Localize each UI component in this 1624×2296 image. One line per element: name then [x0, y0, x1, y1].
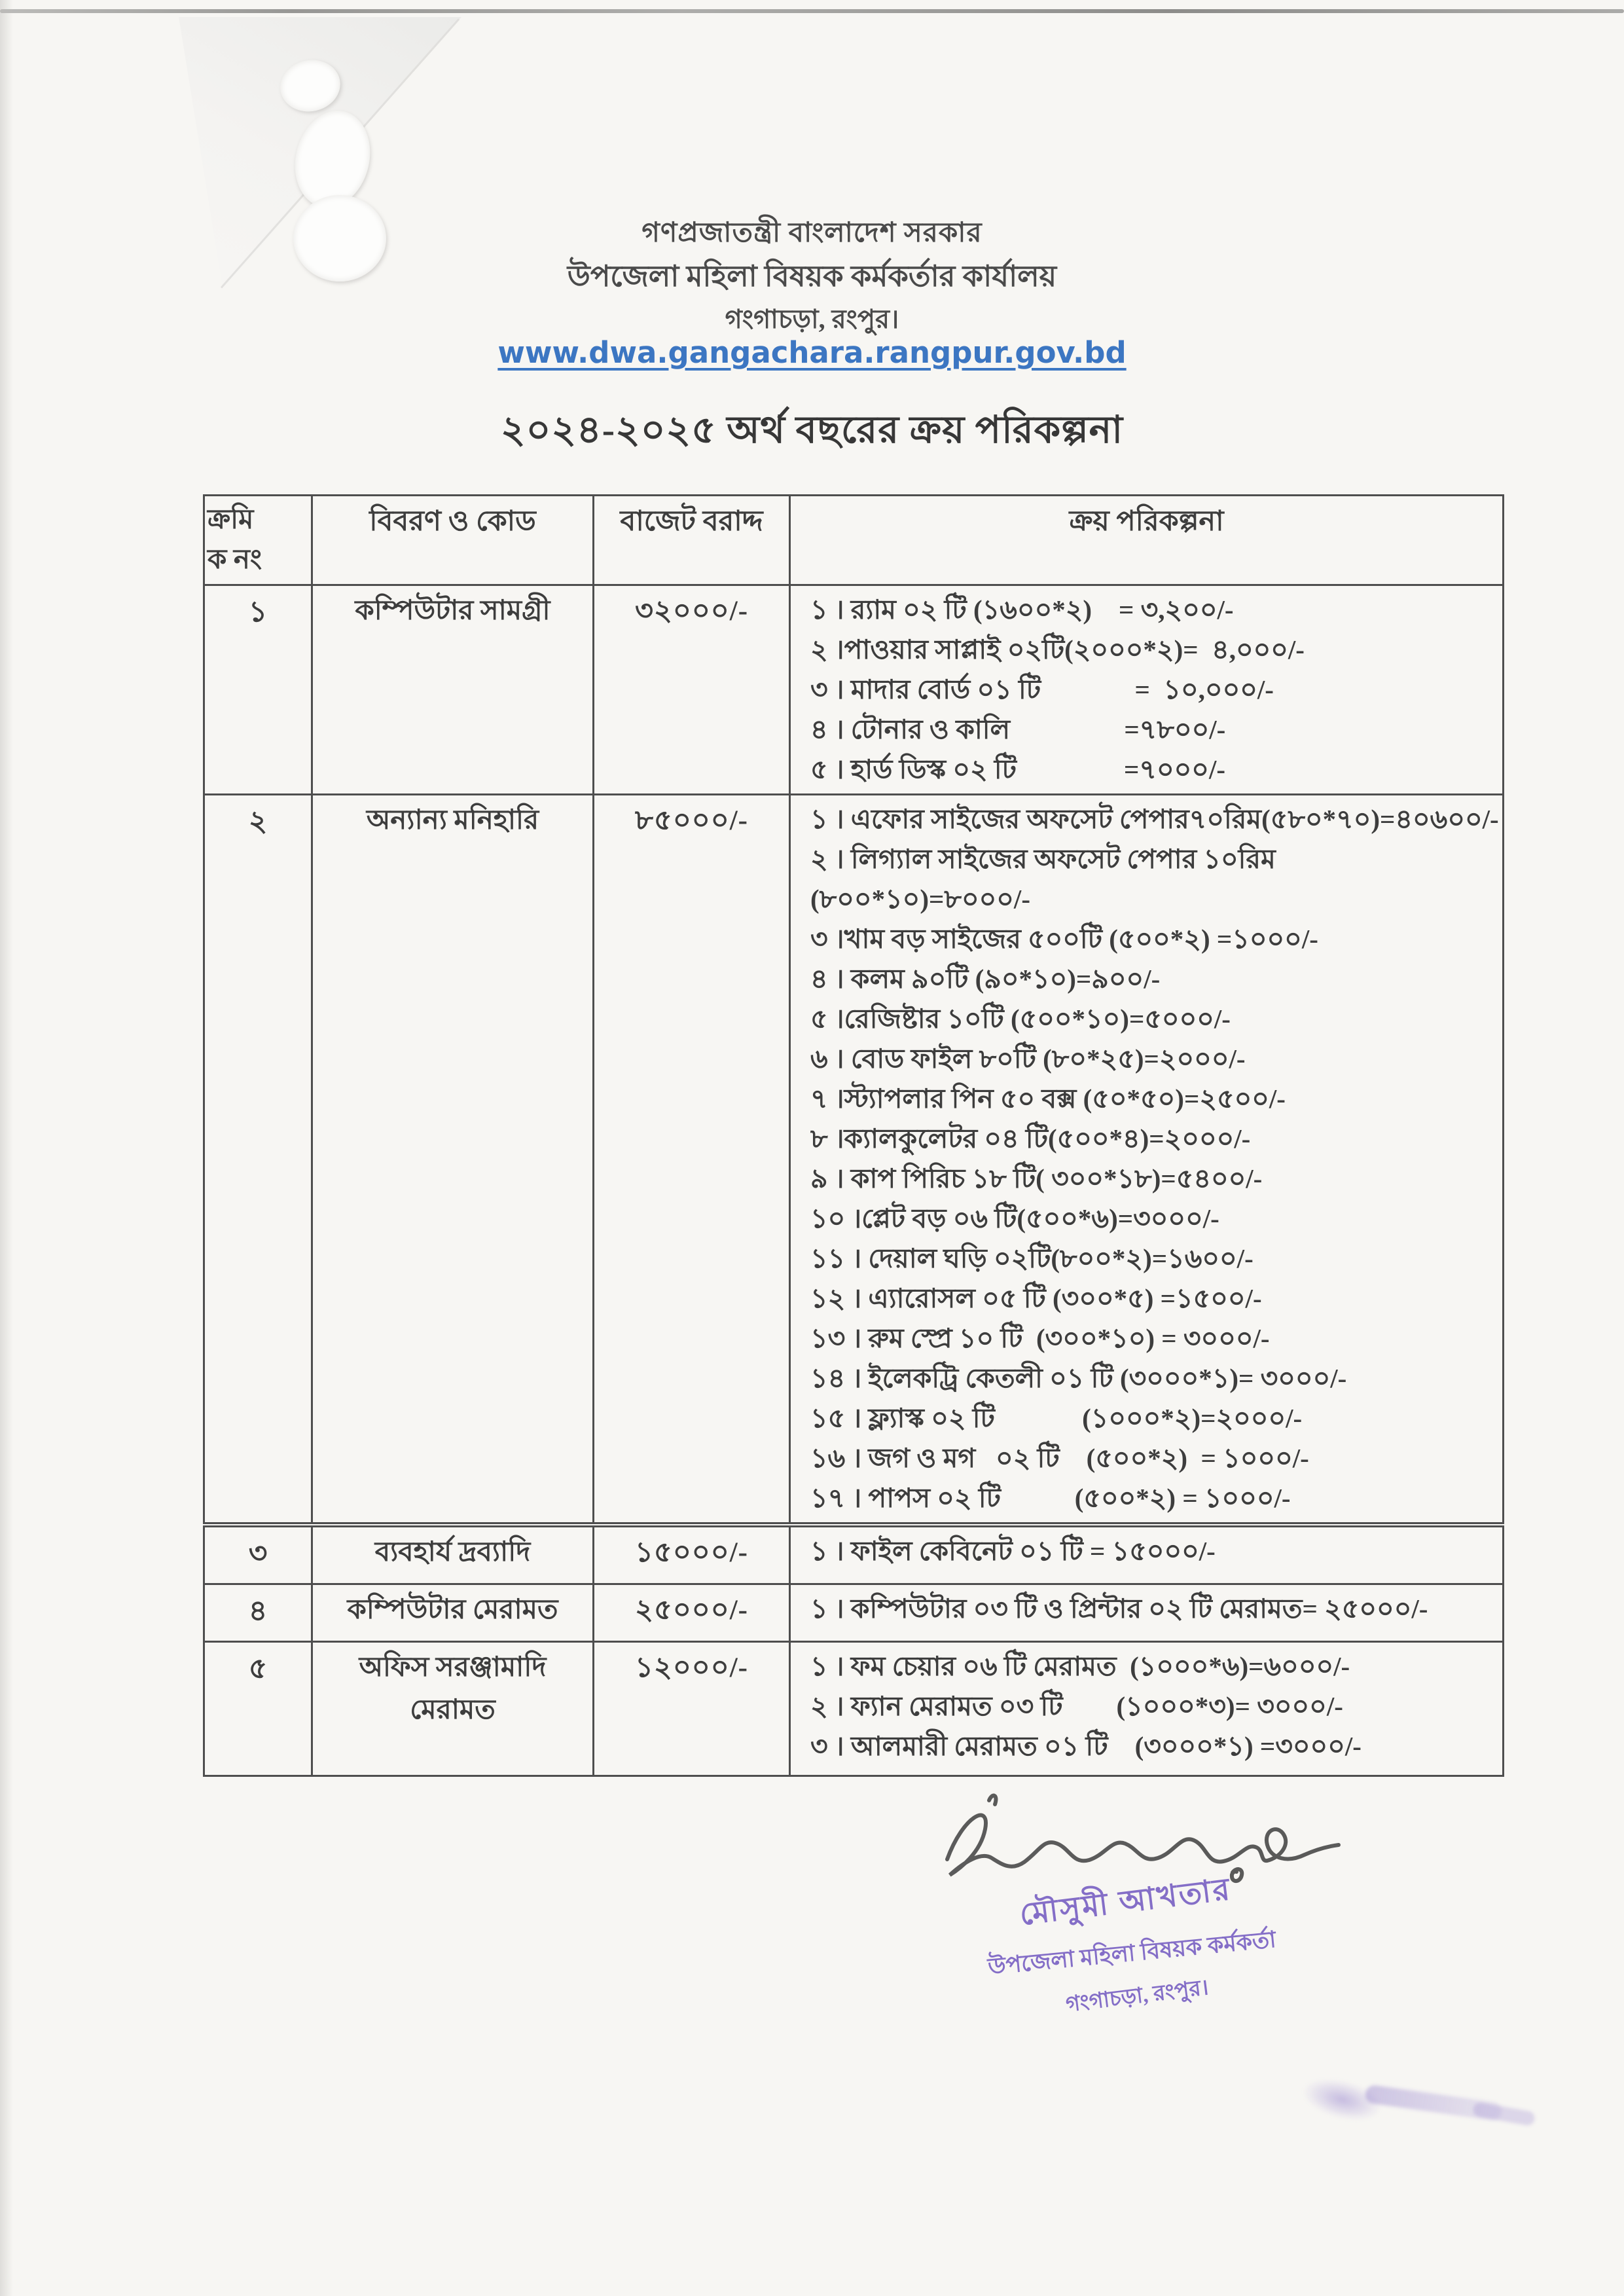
budget-cell: ১৫০০০/- — [594, 1525, 790, 1584]
plan-item: ১২ । এ্যারোসল ০৫ টি (৩০০*৫) =১৫০০/- — [810, 1283, 1262, 1313]
plan-cell — [790, 1584, 1504, 1641]
description-cell: অন্যান্য মনিহারি — [312, 794, 594, 1525]
serial-cell: ৫ — [204, 1641, 312, 1776]
table-row — [204, 1584, 1504, 1641]
plan-item: ১১ । দেয়াল ঘড়ি ০২টি(৮০০*২)=১৬০০/- — [810, 1243, 1254, 1273]
stamp-officer-designation: উপজেলা মহিলা বিষয়ক কর্মকর্তা — [986, 1926, 1277, 1980]
plan-item: ৩ । মাদার বোর্ড ০১ টি = ১০,০০০/- — [810, 674, 1274, 704]
stamp-officer-name: মৌসুমী আখতার — [1017, 1872, 1234, 1933]
table-row — [204, 1525, 1504, 1584]
plan-item: ১৪ । ইলেকট্রি কেতলী ০১ টি (৩০০০*১)= ৩০০০/- — [810, 1362, 1347, 1393]
plan-item: ১৬ । জগ ও মগ ০২ টি (৫০০*২) = ১০০০/- — [810, 1442, 1309, 1473]
plan-cell — [790, 1525, 1504, 1584]
serial-header-line2: ক নং — [208, 544, 262, 575]
budget-cell: ৮৫০০০/- — [594, 794, 790, 1525]
plan-item: ৩ ।খাম বড় সাইজের ৫০০টি (৫০০*২) =১০০০/- — [810, 923, 1318, 954]
plan-item: ৪ । টোনার ও কালি =৭৮০০/- — [810, 714, 1226, 744]
plan-item: ৬ । বোড ফাইল ৮০টি (৮০*২৫)=২০০০/- — [810, 1043, 1246, 1074]
office-website-url: www.dwa.gangachara.rangpur.gov.bd — [497, 335, 1127, 370]
plan-item: ১ । এফোর সাইজের অফসেট পেপার৭০রিম(৫৮০*৭০)=৪০৬০০/- — [810, 803, 1499, 834]
description-cell: কম্পিউটার মেরামত — [312, 1584, 594, 1641]
plan-item: ৭ ।স্ট্যাপলার পিন ৫০ বক্স (৫০*৫০)=২৫০০/- — [810, 1083, 1286, 1114]
plan-item: ৫ ।রেজিষ্টার ১০টি (৫০০*১০)=৫০০০/- — [810, 1003, 1231, 1034]
plan-item: ১ । র‍্যাম ০২ টি (১৬০০*২) = ৩,২০০/- — [810, 594, 1234, 625]
plan-cell — [790, 1641, 1504, 1776]
procurement-plan-table — [203, 494, 1504, 1777]
government-name: গণপ্রজাতন্ত্রী বাংলাদেশ সরকার — [641, 218, 983, 248]
document-title: ২০২৪-২০২৫ অর্থ বছরের ক্রয় পরিকল্পনা — [500, 409, 1124, 451]
plan-item: ৫ । হার্ড ডিস্ক ০২ টি =৭০০০/- — [810, 754, 1225, 784]
ink-smudge — [1472, 2102, 1536, 2126]
stamp-office-location: গংগাচড়া, রংপুর। — [1064, 1976, 1210, 2017]
budget-cell: ১২০০০/- — [594, 1641, 790, 1776]
plan-item: ২ ।পাওয়ার সাপ্লাই ০২টি(২০০০*২)= ৪,০০০/- — [810, 634, 1305, 665]
plan-item: ২ । ফ্যান মেরামত ০৩ টি (১০০০*৩)= ৩০০০/- — [810, 1690, 1343, 1721]
column-header-budget: বাজেট বরাদ্দ — [594, 496, 790, 585]
description-cell: ব্যবহার্য দ্রব্যাদি — [312, 1525, 594, 1584]
table-header-row — [204, 496, 1504, 585]
description-cell: অফিস সরঞ্জামাদি মেরামত — [312, 1641, 594, 1776]
plan-item: ২ । লিগ্যাল সাইজের অফসেট পেপার ১০রিম (৮০০*১০)=৮০০০/- — [810, 843, 1282, 914]
column-header-plan: ক্রয় পরিকল্পনা — [790, 496, 1504, 585]
serial-cell: ৩ — [204, 1525, 312, 1584]
serial-header-line1: ক্রমি — [208, 505, 254, 535]
column-header-serial — [204, 496, 312, 585]
procurement-table-body — [204, 585, 1504, 1776]
office-location: গংগাচড়া, রংপুর। — [725, 304, 899, 334]
plan-cell — [790, 794, 1504, 1525]
plan-item: ৮ ।ক্যালকুলেটর ০৪ টি(৫০০*৪)=২০০০/- — [810, 1123, 1251, 1154]
plan-item: ৪ । কলম ৯০টি (৯০*১০)=৯০০/- — [810, 963, 1161, 994]
table-row — [204, 1641, 1504, 1776]
budget-cell: ২৫০০০/- — [594, 1584, 790, 1641]
budget-cell: ৩২০০০/- — [594, 585, 790, 794]
table-row — [204, 585, 1504, 794]
plan-item: ১ । ফাইল কেবিনেট ০১ টি = ১৫০০০/- — [810, 1535, 1216, 1566]
serial-cell: ১ — [204, 585, 312, 794]
plan-item: ১৫ । ফ্ল্যাস্ক ০২ টি (১০০০*২)=২০০০/- — [810, 1402, 1303, 1433]
plan-item: ৩ । আলমারী মেরামত ০১ টি (৩০০০*১) =৩০০০/- — [810, 1730, 1362, 1761]
plan-item: ১ । কম্পিউটার ০৩ টি ও প্রিন্টার ০২ টি মেরামত= ২৫০০০/- — [810, 1593, 1428, 1624]
serial-cell: ৪ — [204, 1584, 312, 1641]
serial-cell: ২ — [204, 794, 312, 1525]
plan-item: ১৭ । পাপস ০২ টি (৫০০*২) = ১০০০/- — [810, 1482, 1291, 1513]
table-row — [204, 794, 1504, 1525]
plan-item: ১০ ।প্লেট বড় ০৬ টি(৫০০*৬)=৩০০০/- — [810, 1203, 1219, 1233]
plan-item: ১ । ফম চেয়ার ০৬ টি মেরামত (১০০০*৬)=৬০০০/- — [810, 1650, 1350, 1681]
scan-top-edge — [0, 9, 1624, 13]
office-name: উপজেলা মহিলা বিষয়ক কর্মকর্তার কার্যালয় — [567, 260, 1057, 293]
column-header-description: বিবরণ ও কোড — [312, 496, 594, 585]
plan-cell — [790, 585, 1504, 794]
description-cell: কম্পিউটার সামগ্রী — [312, 585, 594, 794]
plan-item: ৯ । কাপ পিরিচ ১৮ টি( ৩০০*১৮)=৫৪০০/- — [810, 1163, 1263, 1194]
plan-item: ১৩ । রুম স্প্রে ১০ টি (৩০০*১০) = ৩০০০/- — [810, 1322, 1270, 1353]
